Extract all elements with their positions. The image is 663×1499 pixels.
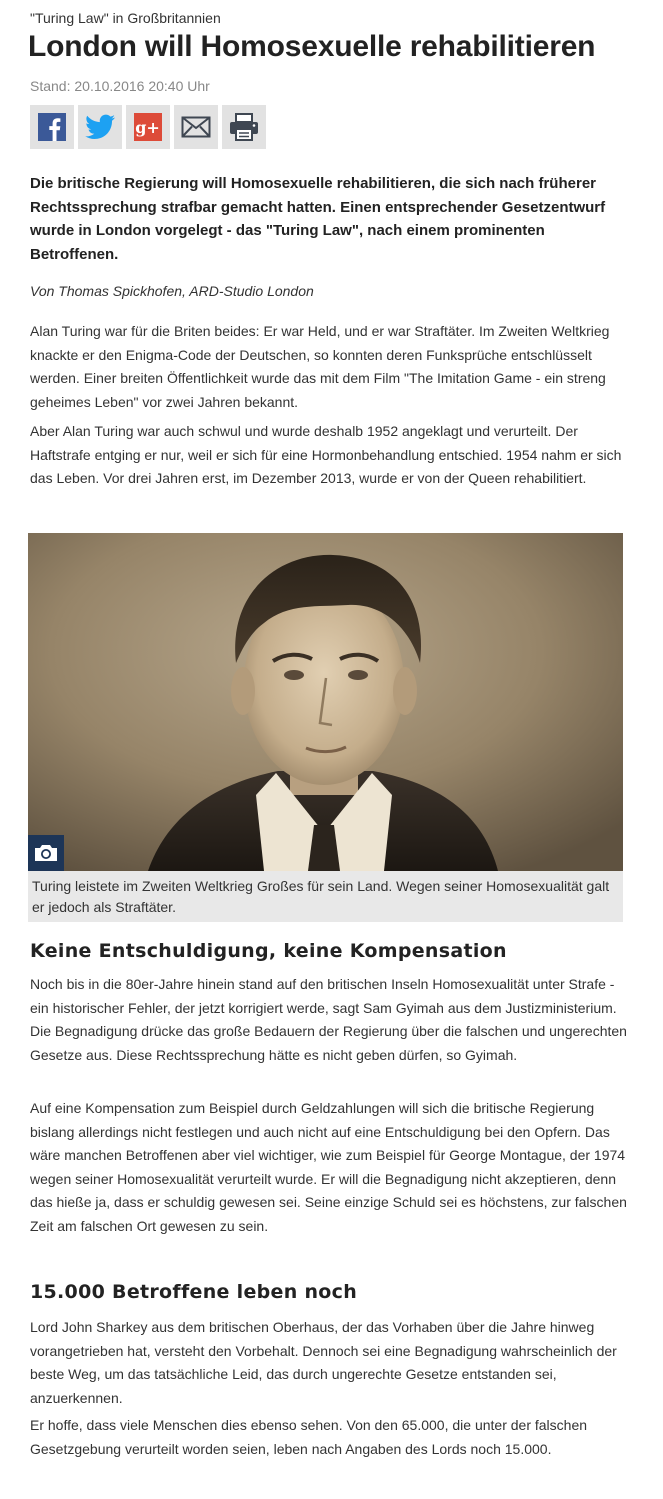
- article-paragraph: Aber Alan Turing war auch schwul und wurde deshalb 1952 angeklagt und verurteilt. Der Haftstrafe entging er nur, weil er sich für eine Hormonbehandlung entschied. 1954 nahm er sich das Leben. Vor drei Jahren erst, im Dezember 2013, wurde er von der Queen rehabilitiert.: [30, 423, 622, 486]
- article-paragraph: Lord John Sharkey aus dem britischen Oberhaus, der das Vorhaben über die Jahre hinweg vorangetrieben hat, versteht den Vorbehalt. Dennoch sei eine Begnadigung wahrscheinlich der beste Weg, um das tatsächliche Leid, das durch ungerechte Gesetze entstanden sei, anzuerkennen.: [30, 1319, 617, 1406]
- print-button[interactable]: [222, 105, 266, 149]
- article-photo[interactable]: [28, 533, 623, 871]
- article-headline: London will Homosexuelle rehabilitieren: [28, 30, 596, 63]
- twitter-icon: [85, 114, 115, 140]
- article-figure: [28, 533, 623, 922]
- photo-caption: Turing leistete im Zweiten Weltkrieg Großes für sein Land. Wegen seiner Homosexualität galt er jedoch als Straftäter.: [28, 871, 623, 922]
- facebook-icon: [38, 113, 66, 141]
- camera-icon: [33, 843, 59, 863]
- printer-icon: [229, 113, 259, 141]
- section-heading: Keine Entschuldigung, keine Kompensation: [30, 940, 507, 962]
- section-heading: 15.000 Betroffene leben noch: [30, 1281, 358, 1303]
- mail-icon: [181, 116, 211, 138]
- article-topline: "Turing Law" in Großbritannien: [30, 10, 221, 26]
- article-paragraph: Er hoffe, dass viele Menschen dies ebenso sehen. Von den 65.000, die unter der falschen Gesetzgebung verurteilt worden seien, leben nach Angaben des Lords noch 15.000.: [30, 1417, 588, 1457]
- article-timestamp: Stand: 20.10.2016 20:40 Uhr: [30, 78, 210, 94]
- share-twitter-button[interactable]: [78, 105, 122, 149]
- svg-text:g+: g+: [135, 118, 160, 137]
- article-author: Von Thomas Spickhofen, ARD-Studio London: [30, 283, 314, 299]
- article-paragraph: Noch bis in die 80er-Jahre hinein stand auf den britischen Inseln Homosexualität unter Strafe - ein historischer Fehler, der jetzt korrigiert werde, sagt Sam Gyimah aus dem Justizministerium. Die Begnadigung drücke das große Bedauern der Regierung über die falschen und ungerechten Gesetze aus. Diese Rechtssprechung hätte es nicht geben dürfen, so Gyimah.: [30, 976, 627, 1063]
- article-paragraph: Auf eine Kompensation zum Beispiel durch Geldzahlungen will sich die britische Regierung bislang allerdings nicht festlegen und auch nicht auf eine Entschuldigung bei den Opfern. Das wäre manchen Betroffenen aber viel wichtiger, wie zum Beispiel für George Montague, der 1974 wegen seiner Homosexualität verurteilt wurde. Er will die Begnadigung nicht akzeptieren, denn das hieße ja, dass er schuldig gewesen sei. Seine einzige Schuld sei es höchstens, zur falschen Zeit am falschen Ort gewesen zu sein.: [30, 1100, 627, 1234]
- share-bar: [30, 105, 266, 149]
- article-paragraph: Alan Turing war für die Briten beides: Er war Held, und er war Straftäter. Im Zweiten Weltkrieg knackte er den Enigma-Code der Deutschen, so konnten deren Funksprüche entschlüsselt werden. Einer breiten Öffentlichkeit wurde das mit dem Film "The Imitation Game - ein streng geheimes Leben" vor zwei Jahren bekannt.: [30, 323, 610, 410]
- article-teaser: Die britische Regierung will Homosexuelle rehabilitieren, die sich nach früherer Rechtssprechung strafbar gemacht hatten. Einen entsprechender Gesetzentwurf wurde in London vorgelegt - das "Turing Law", nach einem prominenten Betroffenen.: [30, 175, 606, 263]
- google-plus-icon: [134, 113, 162, 141]
- portrait-photo: [28, 533, 623, 871]
- share-facebook-button[interactable]: [30, 105, 74, 149]
- photo-gallery-button[interactable]: [28, 835, 64, 871]
- share-googleplus-button[interactable]: [126, 105, 170, 149]
- share-email-button[interactable]: [174, 105, 218, 149]
